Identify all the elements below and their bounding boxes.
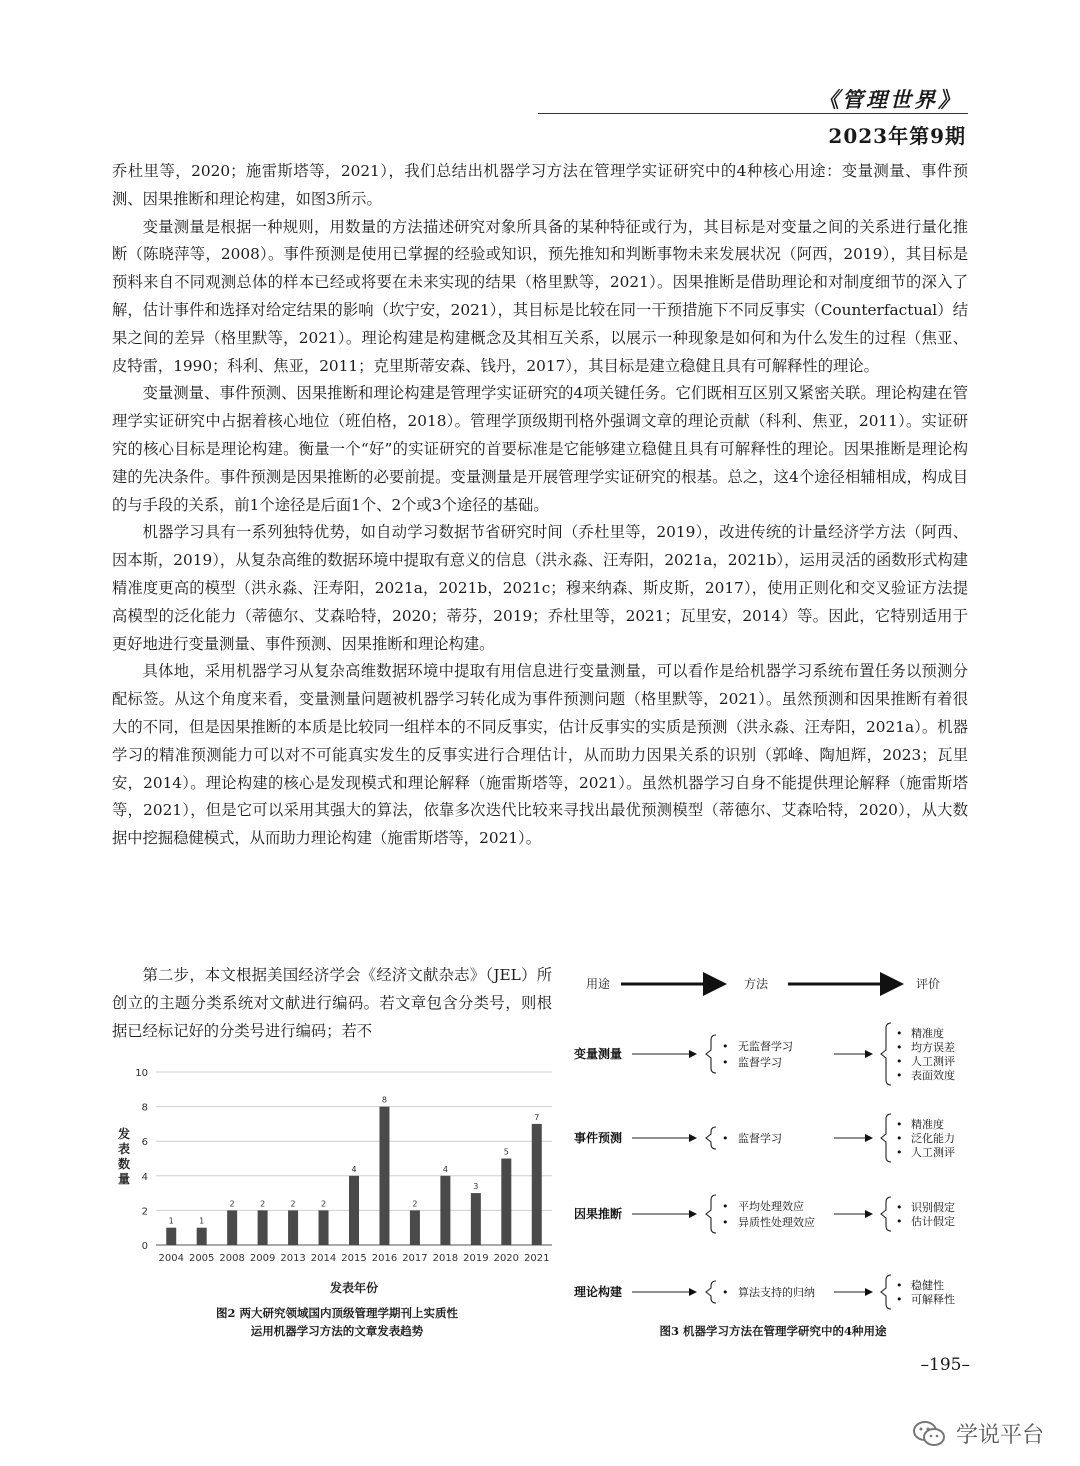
x-tick-label: 2016 [371, 1253, 398, 1264]
data-label: 7 [534, 1112, 540, 1122]
eval-bullet: • [896, 1069, 903, 1082]
usage-diagram [566, 968, 980, 1318]
data-label: 5 [503, 1147, 509, 1157]
eval-item: 人工测评 [911, 1146, 955, 1159]
figure-3 [566, 968, 980, 1340]
bar [258, 1210, 268, 1245]
caption-line: 图2 两大研究领域国内顶级管理学期刊上实质性 [215, 1306, 458, 1320]
use-label: 理论构建 [573, 1285, 623, 1299]
method-item: 平均处理效应 [738, 1200, 804, 1213]
data-label: 2 [229, 1199, 235, 1209]
method-item: 监督学习 [738, 1056, 782, 1069]
use-label: 事件预测 [573, 1131, 623, 1145]
method-bullet: • [722, 1056, 729, 1069]
x-tick-label: 2020 [493, 1253, 520, 1264]
eval-item: 稳健性 [911, 1279, 944, 1292]
method-item: 监督学习 [738, 1132, 782, 1145]
use-label: 变量测量 [573, 1047, 623, 1061]
watermark [912, 1418, 1044, 1449]
eval-item: 可解释性 [911, 1293, 955, 1306]
x-tick-label: 2021 [524, 1253, 550, 1264]
eval-item: 表面效度 [911, 1069, 955, 1082]
bar [349, 1176, 359, 1245]
bar [532, 1124, 542, 1245]
y-tick-label: 0 [141, 1241, 148, 1252]
data-label: 1 [199, 1216, 205, 1226]
y-tick-label: 8 [141, 1102, 148, 1114]
figure-2 [112, 1060, 562, 1340]
brace [706, 1195, 716, 1233]
paragraph: 变量测量是根据一种规则，用数量的方法描述研究对象所具备的某种特征或行为，其目标是对变量之间的关系进行量化推断（陈晓萍等，2008）。事件预测是使用已掌握的经验或知识，预先推知和判断事物未来发展状况（阿西，2019），其目标是预料来自不同观测总体的样本已经或将要在未来实现的结果（格里默等，2021）。因果推断是借助理论和对制度细节的深入了解，估计事件和选择对给定结果的影响（坎宁安，2021），其目标是比较在同一干预措施下不同反事实（Counterfactual）结果之间的差异（格里默等，2021）。理论构建是构建概念及其相互关系，以展示一种现象是如何和为什么发生的过程（焦亚、皮特雷，1990；科利、焦亚，2011；克里斯蒂安森、钱丹，2017），其目标是建立稳健且具有可解释性的理论。 [112, 217, 968, 375]
brace [881, 1197, 891, 1231]
issue-label: 2023年第9期 [828, 124, 966, 148]
method-bullet: • [722, 1040, 729, 1053]
diagram-header: 方法 [743, 977, 769, 991]
eval-item: 人工测评 [911, 1055, 955, 1068]
x-axis-label: 发表年份 [329, 1281, 379, 1295]
x-tick-label: 2017 [402, 1253, 428, 1264]
eval-item: 精准度 [911, 1118, 944, 1131]
bar [227, 1210, 237, 1245]
eval-item: 识别假定 [911, 1201, 955, 1214]
bar [166, 1228, 176, 1245]
figure-3-caption: 图3 机器学习方法在管理学研究中的4种用途 [659, 1324, 887, 1338]
method-bullet: • [722, 1286, 729, 1299]
journal-title: 《管理世界》 [818, 87, 962, 112]
watermark-text: 学说平台 [955, 1423, 1044, 1448]
eval-bullet: • [896, 1118, 903, 1131]
left-column-paragraph: 第二步，本文根据美国经济学会《经济文献杂志》（JEL）所创立的主题分类系统对文献进行编码。若文章包含分类号，则根据已经标记好的分类号进行编码；若不 [112, 966, 552, 1040]
method-bullet: • [722, 1132, 729, 1145]
eval-item: 精准度 [911, 1027, 944, 1040]
eval-item: 均方误差 [911, 1041, 955, 1054]
method-bullet: • [722, 1200, 729, 1213]
y-tick-label: 6 [141, 1137, 148, 1149]
x-tick-label: 2005 [188, 1253, 215, 1264]
caption-line: 运用机器学习方法的文章发表趋势 [250, 1324, 424, 1338]
eval-bullet: • [896, 1041, 903, 1054]
y-tick-label: 10 [135, 1068, 148, 1079]
x-tick-label: 2009 [249, 1253, 276, 1264]
bar-chart [112, 1060, 562, 1300]
header-rule [538, 113, 968, 114]
brace [706, 1127, 716, 1149]
eval-item: 估计假定 [911, 1215, 955, 1228]
y-axis-label: 发表数量 [118, 1127, 131, 1186]
diagram-header: 评价 [915, 977, 941, 991]
data-label: 8 [381, 1095, 388, 1105]
bar [410, 1210, 420, 1245]
data-label: 2 [290, 1199, 296, 1209]
x-tick-label: 2008 [219, 1253, 245, 1264]
paragraph: 具体地，采用机器学习从复杂高维数据环境中提取有用信息进行变量测量，可以看作是给机器学习系统布置任务以预测分配标签。从这个角度来看，变量测量问题被机器学习转化成为事件预测问题（格里默等，2021）。虽然预测和因果推断有着很大的不同，但是因果推断的本质是比较同一组样本的不同反事实，估计反事实的实质是预测（洪永淼、汪寿阳，2021a）。机器学习的精准预测能力可以对不可能真实发生的反事实进行合理估计，从而助力因果关系的识别（郭峰、陶旭辉，2023；瓦里安，2014）。理论构建的核心是发现模式和理论解释（施雷斯塔等，2021）。虽然机器学习自身不能提供理论解释（施雷斯塔等，2021），但是它可以采用其强大的算法，依靠多次迭代比较来寻找出最优预测模型（蒂德尔、艾森哈特，2020），从大数据中挖掘稳健模式，从而助力理论构建（施雷斯塔等，2021）。 [112, 662, 968, 848]
data-label: 2 [412, 1199, 418, 1209]
brace [881, 1023, 891, 1085]
y-tick-label: 4 [141, 1171, 148, 1183]
eval-bullet: • [896, 1215, 903, 1228]
eval-bullet: • [896, 1279, 903, 1292]
body-text [112, 158, 968, 853]
eval-bullet: • [896, 1055, 903, 1068]
data-label: 2 [260, 1199, 266, 1209]
diagram-header: 用途 [585, 977, 611, 991]
bar [440, 1176, 450, 1245]
eval-item: 泛化能力 [911, 1132, 955, 1145]
x-tick-label: 2013 [280, 1253, 306, 1264]
x-tick-label: 2018 [432, 1253, 459, 1264]
eval-bullet: • [896, 1146, 903, 1159]
y-tick-label: 2 [141, 1206, 148, 1218]
data-label: 4 [442, 1164, 448, 1174]
paragraph: 变量测量、事件预测、因果推断和理论构建是管理学实证研究的4项关键任务。它们既相互区别又紧密关联。理论构建在管理学实证研究中占据着核心地位（班伯格，2018）。管理学顶级期刊格外强调文章的理论贡献（科利、焦亚，2011）。实证研究的核心目标是理论构建。衡量一个“好”的实证研究的首要标准是它能够建立稳健且具有可解释性的理论。因果推断是理论构建的先决条件。事件预测是因果推断的必要前提。变量测量是开展管理学实证研究的根基。总之，这4个途径相辅相成，构成目的与手段的关系，前1个途径是后面1个、2个或3个途径的基础。 [112, 384, 968, 514]
data-label: 2 [320, 1199, 327, 1209]
x-tick-label: 2014 [310, 1253, 337, 1264]
eval-bullet: • [896, 1293, 903, 1306]
x-tick-label: 2019 [463, 1253, 489, 1264]
data-label: 4 [351, 1164, 357, 1174]
bar [288, 1210, 298, 1245]
bar [471, 1193, 481, 1245]
paragraph: 乔杜里等，2020；施雷斯塔等，2021），我们总结出机器学习方法在管理学实证研究中的4种核心用途：变量测量、事件预测、因果推断和理论构建，如图3所示。 [112, 162, 968, 208]
x-tick-label: 2015 [341, 1253, 367, 1264]
data-label: 1 [168, 1216, 174, 1226]
eval-bullet: • [896, 1027, 903, 1040]
method-item: 异质性处理效应 [738, 1216, 815, 1229]
bar [319, 1210, 329, 1245]
method-item: 无监督学习 [738, 1040, 793, 1053]
bar [197, 1228, 207, 1245]
use-label: 因果推断 [573, 1207, 623, 1221]
brace [881, 1275, 891, 1309]
wechat-icon [912, 1420, 946, 1448]
paragraph: 机器学习具有一系列独特优势，如自动学习数据节省研究时间（乔杜里等，2019），改进传统的计量经济学方法（阿西、因本斯，2019），从复杂高维的数据环境中提取有意义的信息（洪永淼、汪寿阳，2021a，2021b），运用灵活的函数形式构建精准度更高的模型（洪永淼、汪寿阳，2021a，2021b，2021c；穆来纳森、斯皮斯，2017），使用正则化和交叉验证方法提高模型的泛化能力（蒂德尔、艾森哈特，2020；蒂芬，2019；乔杜里等，2021；瓦里安，2014）等。因此，它特别适用于更好地进行变量测量、事件预测、因果推断和理论构建。 [112, 523, 968, 653]
method-item: 算法支持的归纳 [738, 1286, 815, 1299]
brace [706, 1281, 716, 1303]
bar [501, 1159, 511, 1246]
method-bullet: • [722, 1216, 729, 1229]
page-number: –195– [920, 1355, 970, 1375]
x-tick-label: 2004 [158, 1253, 184, 1264]
eval-bullet: • [896, 1201, 903, 1214]
figure-2-caption [112, 1304, 562, 1340]
bar [379, 1107, 389, 1245]
brace [881, 1114, 891, 1162]
brace [706, 1035, 716, 1073]
eval-bullet: • [896, 1132, 903, 1145]
data-label: 3 [473, 1182, 479, 1192]
